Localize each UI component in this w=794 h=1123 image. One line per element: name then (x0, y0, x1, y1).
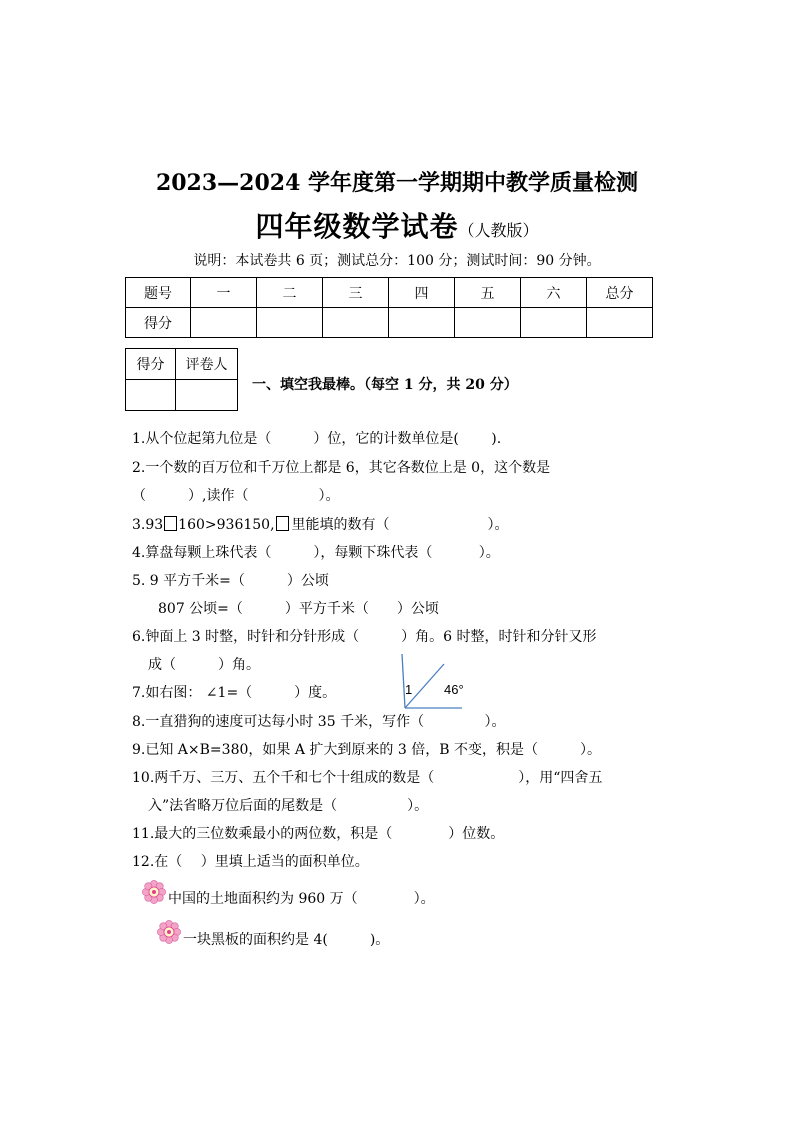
exam-note: 说明：本试卷共 6 页；测试总分：100 分；测试时间：90 分钟。 (193, 253, 601, 269)
question-6-line-2: 成（ ）角。 (148, 657, 260, 673)
question-11: 11.最大的三位数乘最小的两位数，积是（ ）位数。 (132, 826, 505, 842)
blank-box-icon (276, 516, 289, 531)
question-2-line-1: 2.一个数的百万位和千万位上都是 6，其它各数位上是 0，这个数是 (132, 460, 551, 476)
question-3-part-b: 160>936150, (178, 517, 275, 533)
grader-name-cell[interactable] (176, 380, 238, 411)
question-6-line-1: 6.钟面上 3 时整，时针和分针形成（ ）角。6 时整，时针和分针又形 (132, 629, 597, 645)
flower-icon (142, 880, 166, 904)
question-5-line-1: 5. 9 平方千米=（ ）公顷 (132, 573, 329, 589)
score-header-cell: 三 (323, 278, 389, 308)
score-header-cell: 题号 (126, 278, 191, 308)
grader-score-cell[interactable] (126, 380, 176, 411)
question-4: 4.算盘每颗上珠代表（ ），每颗下珠代表（ ）。 (132, 545, 500, 561)
question-10-line-2: 入”法省略万位后面的尾数是（ ）。 (148, 798, 429, 814)
score-table (125, 277, 653, 338)
score-input-cell[interactable] (323, 308, 389, 338)
blank-box-icon (164, 516, 177, 531)
score-header-cell: 四 (389, 278, 455, 308)
score-header-cell: 五 (455, 278, 521, 308)
score-header-cell: 总分 (587, 278, 653, 308)
score-input-cell[interactable] (191, 308, 257, 338)
question-3 (132, 514, 509, 534)
question-2-line-2: （ ）,读作（ ）。 (132, 488, 340, 504)
question-5-line-2: 807 公顷=（ ）平方千米（ ）公顷 (158, 601, 439, 617)
angle-label-46: 46° (444, 682, 464, 697)
question-1: 1.从个位起第九位是（ ）位，它的计数单位是( ). (132, 431, 502, 447)
subtitle-main: 四年级数学试卷 (255, 210, 459, 243)
score-header-cell: 六 (521, 278, 587, 308)
angle-diagram (396, 652, 476, 714)
question-9: 9.已知 A×B=380，如果 A 扩大到原来的 3 倍，B 不变，积是（ ）。 (132, 742, 601, 758)
question-10-line-1: 10.两千万、三万、五个千和七个十组成的数是（ ），用“四舍五 (132, 770, 603, 786)
question-12: 12.在（ ）里填上适当的面积单位。 (132, 854, 369, 870)
score-input-cell[interactable] (257, 308, 323, 338)
question-7: 7.如右图： ∠1=（ ）度。 (132, 685, 337, 701)
question-3-part-c: 里能填的数有（ ）。 (291, 517, 509, 533)
score-row-label: 得分 (126, 308, 191, 338)
question-8: 8.一直猎狗的速度可达每小时 35 千米，写作（ ）。 (132, 714, 506, 730)
question-12-item-2: 一块黑板的面积约是 4( )。 (183, 932, 390, 948)
score-input-cell[interactable] (587, 308, 653, 338)
score-input-cell[interactable] (521, 308, 587, 338)
angle-vertical-line (402, 654, 405, 708)
grader-score-label: 得分 (126, 349, 176, 380)
grader-name-label: 评卷人 (176, 349, 238, 380)
subtitle-edition: （人教版） (458, 221, 539, 240)
score-table-score-row (126, 308, 653, 338)
score-header-cell: 一 (191, 278, 257, 308)
angle-label-1: 1 (405, 682, 413, 697)
exam-title: 2023—2024 学年度第一学期期中教学质量检测 (155, 170, 639, 196)
score-table-header-row (126, 278, 653, 308)
score-header-cell: 二 (257, 278, 323, 308)
grader-table (125, 348, 238, 411)
question-3-part-a: 3.93 (132, 517, 164, 533)
question-12-item-1: 中国的土地面积约为 960 万（ ）。 (168, 891, 435, 907)
score-input-cell[interactable] (455, 308, 521, 338)
exam-subtitle (0, 205, 794, 245)
flower-icon (157, 920, 181, 944)
section-heading: 一、填空我最棒。（每空 1 分，共 20 分） (252, 377, 518, 393)
score-input-cell[interactable] (389, 308, 455, 338)
